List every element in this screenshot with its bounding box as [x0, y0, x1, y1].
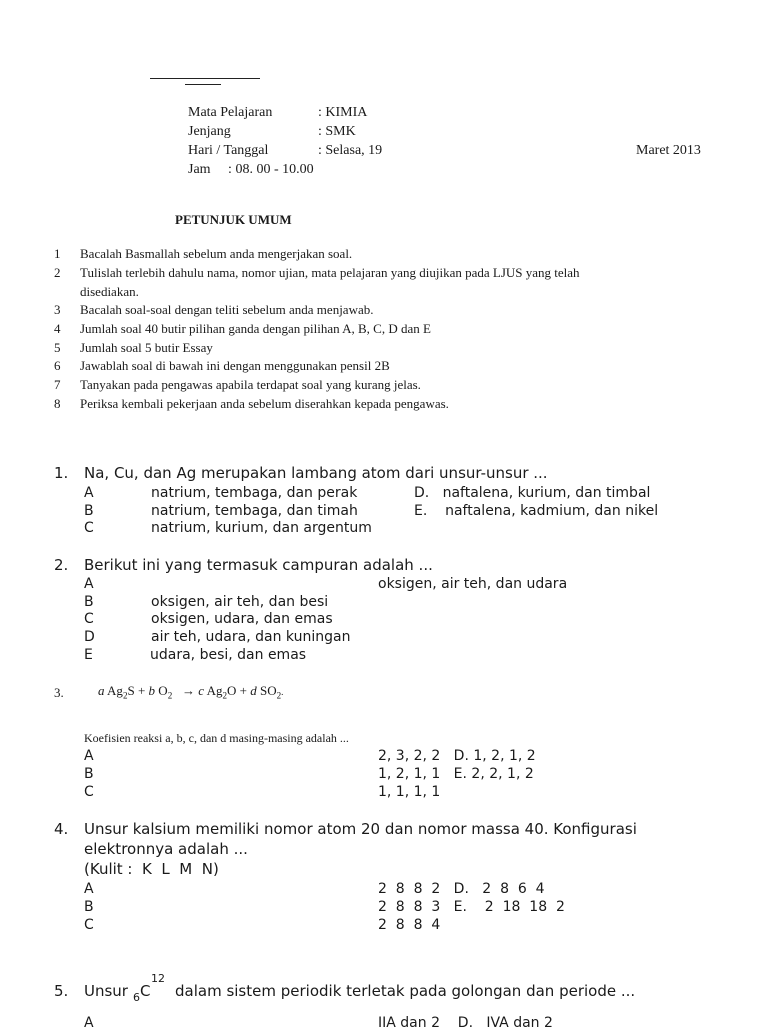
element-symbol: C: [140, 982, 151, 1000]
list-item: 2 Tulislah terlebih dahulu nama, nomor ujian, mata pelajaran yang diujikan pada LJUS yang telah: [54, 265, 580, 280]
subject-value: : KIMIA: [318, 105, 368, 120]
question-text: Berikut ini yang termasuk campuran adalah ...: [84, 556, 433, 574]
option-c-text: oksigen, udara, dan emas: [151, 611, 333, 627]
option-d: D: [84, 629, 95, 645]
question-text: Unsur kalsium memiliki nomor atom 20 dan nomor massa 40. Konfigurasi: [84, 820, 637, 838]
level-label: Jenjang: [188, 124, 231, 139]
list-item-continuation: disediakan.: [80, 284, 139, 299]
list-item: 4 Jumlah soal 40 butir pilihan ganda dengan pilihan A, B, C, D dan E: [54, 321, 431, 336]
option-e: E. naftalena, kadmium, dan nikel: [414, 503, 659, 519]
list-item: 1 Bacalah Basmallah sebelum anda mengerjakan soal.: [54, 246, 353, 261]
option-e-text: udara, besi, dan emas: [150, 647, 307, 663]
option-c: C: [84, 784, 94, 800]
question-text: Koefisien reaksi a, b, c, dan d masing-masing adalah ...: [84, 731, 349, 745]
list-item: 7 Tanyakan pada pengawas apabila terdapat soal yang kurang jelas.: [54, 377, 421, 392]
header-rule: [150, 78, 260, 79]
option-b: B: [84, 594, 94, 610]
option-b: B: [84, 899, 94, 915]
list-item: 6 Jawablah soal di bawah ini dengan menggunakan pensil 2B: [54, 358, 390, 373]
option-b: B: [84, 503, 94, 519]
option-d-text: air teh, udara, dan kuningan: [151, 629, 351, 645]
list-item: 3 Bacalah soal-soal dengan teliti sebelum anda menjawab.: [54, 302, 374, 317]
question-text-pre: Unsur: [84, 982, 128, 1000]
option-c-text: 2 8 8 4: [378, 917, 441, 933]
time-row: Jam : 08. 00 - 10.00: [188, 162, 314, 177]
option-c: C: [84, 917, 94, 933]
option-a-text: 2, 3, 2, 2 D. 1, 2, 1, 2: [378, 748, 536, 764]
option-c: C: [84, 520, 94, 536]
date-label: Hari / Tanggal: [188, 143, 269, 158]
question-number: 1.: [54, 464, 69, 482]
header-rule-short: [185, 84, 221, 85]
option-d: D. naftalena, kurium, dan timbal: [414, 485, 651, 501]
level-value: : SMK: [318, 124, 356, 139]
mass-number: 12: [151, 972, 165, 985]
option-a: A: [84, 485, 94, 501]
question-text-line3: (Kulit : K L M N): [84, 860, 219, 878]
option-a-text: oksigen, air teh, dan udara: [378, 576, 568, 592]
option-c: C: [84, 611, 94, 627]
option-a: A: [84, 1015, 94, 1031]
option-b-text: natrium, tembaga, dan timah: [151, 503, 358, 519]
option-a: A: [84, 748, 94, 764]
option-b-text: 1, 2, 1, 1 E. 2, 2, 1, 2: [378, 766, 534, 782]
question-number: 5.: [54, 982, 69, 1000]
option-a-text: IIA dan 2 D. IVA dan 2: [378, 1015, 553, 1031]
question-text: Na, Cu, dan Ag merupakan lambang atom dari unsur-unsur ...: [84, 464, 548, 482]
option-b: B: [84, 766, 94, 782]
arrow-icon: →: [181, 683, 195, 698]
question-number: 2.: [54, 556, 69, 574]
option-c-text: 1, 1, 1, 1: [378, 784, 441, 800]
option-a: A: [84, 576, 94, 592]
date-month: Maret 2013: [636, 143, 701, 158]
option-a-text: 2 8 8 2 D. 2 8 6 4: [378, 881, 545, 897]
chemical-equation: a $Ag_2S + b$ $O_2$ → c $Ag_2O + d$ $SO_2$.: [98, 683, 284, 701]
option-a: A: [84, 881, 94, 897]
list-item: 5 Jumlah soal 5 butir Essay: [54, 340, 213, 355]
subject-label: Mata Pelajaran: [188, 105, 273, 120]
option-c-text: natrium, kurium, dan argentum: [151, 520, 372, 536]
question-number: 4.: [54, 820, 69, 838]
atomic-number: 6: [133, 991, 140, 1004]
option-e: E: [84, 647, 93, 663]
date-value: : Selasa, 19: [318, 143, 383, 158]
question-text: dalam sistem periodik terletak pada golongan dan periode ...: [175, 982, 636, 1000]
option-b-text: 2 8 8 3 E. 2 18 18 2: [378, 899, 565, 915]
list-item: 8 Periksa kembali pekerjaan anda sebelum diserahkan kepada pengawas.: [54, 396, 449, 411]
option-b-text: oksigen, air teh, dan besi: [151, 594, 329, 610]
instructions-title: PETUNJUK UMUM: [175, 212, 292, 227]
question-number: 3.: [54, 685, 64, 700]
question-text-line2: elektronnya adalah ...: [84, 840, 248, 858]
option-a-text: natrium, tembaga, dan perak: [151, 485, 358, 501]
